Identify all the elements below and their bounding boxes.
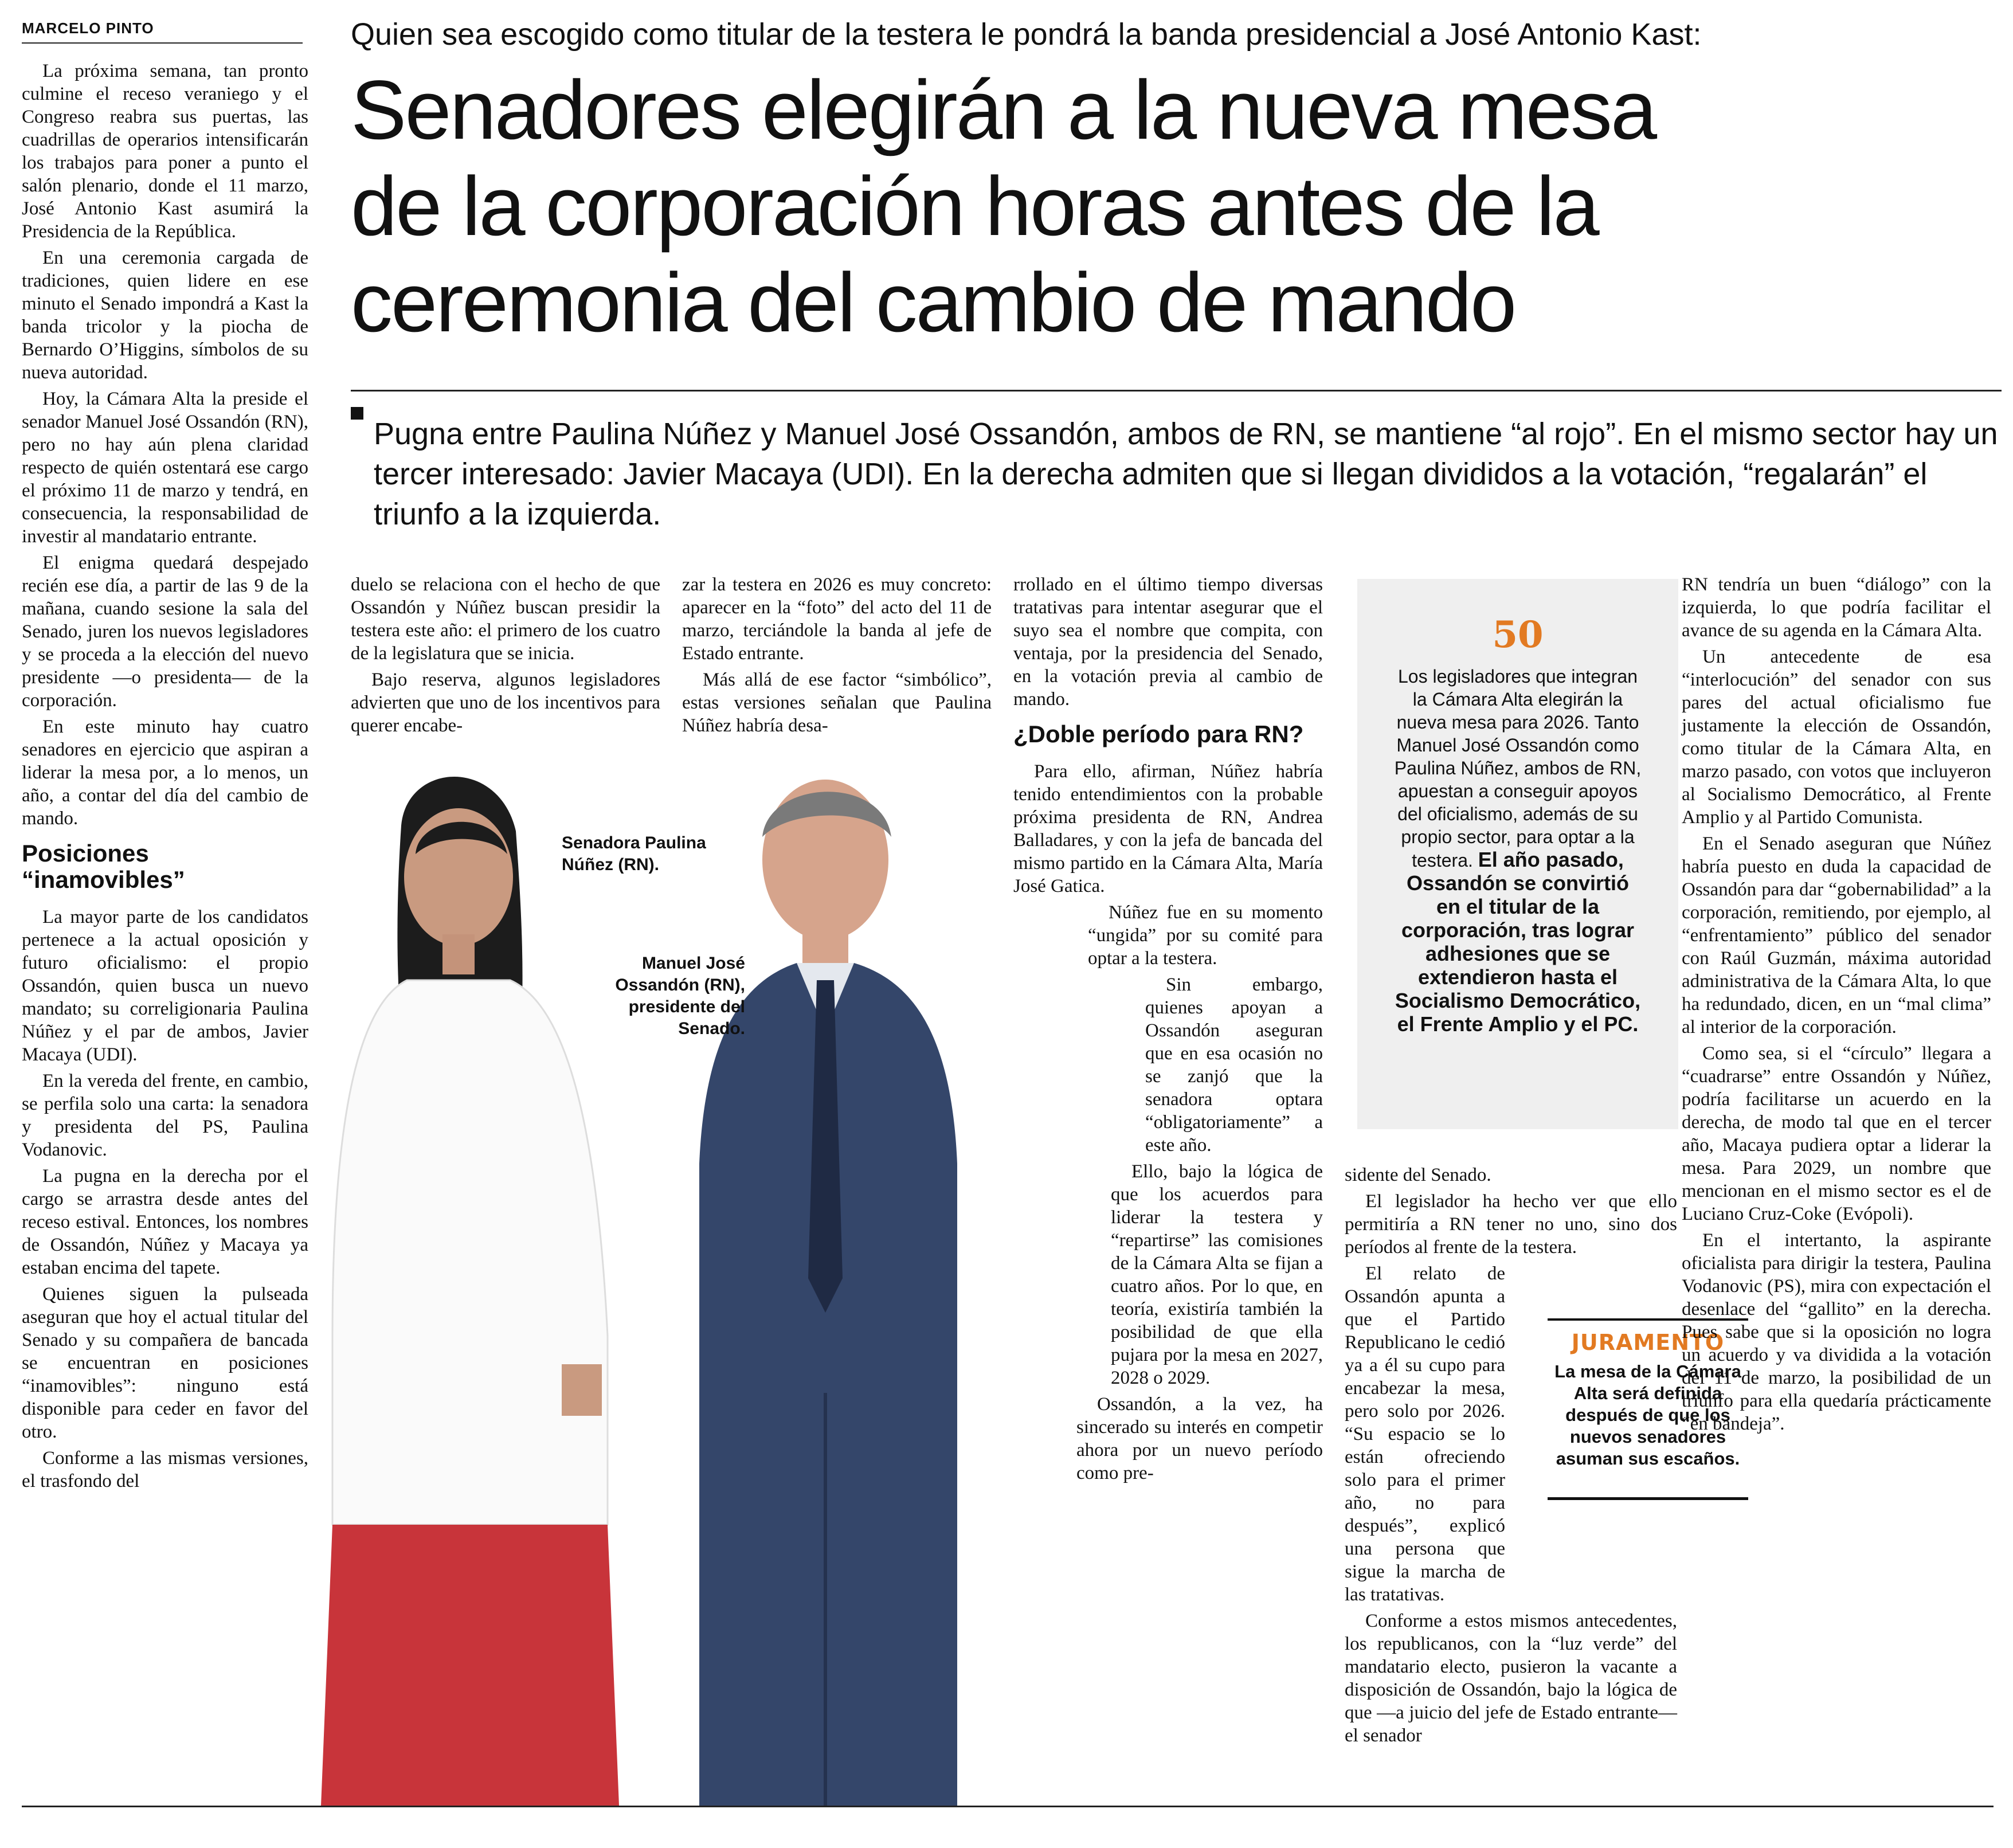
headline-line-2: de la corporación horas antes de la bbox=[351, 159, 1598, 253]
paragraph: Ello, bajo la lógica de que los acuerdos para liderar la testera y “repartirse” las comisiones de la Cámara Alta se fijan a cuatro años. Por lo que, en teoría, existiría también la posibilidad de que ella pujara por la mesa en 2027, 2028 o 2029. bbox=[1111, 1161, 1323, 1388]
byline: MARCELO PINTO bbox=[22, 19, 154, 37]
paragraph: El enigma quedará despejado recién ese día, a partir de las 9 de la mañana, cuando sesione la sala del Senado, juren los nuevos legisladores y se proceda a la elección del nuevo presidente —o presidenta— de la corporación. bbox=[22, 553, 308, 711]
paragraph: duelo se relaciona con el hecho de que Ossandón y Núñez buscan presidir la testera este año: el primero de los cuatro de la legislatura que se inicia. bbox=[351, 574, 660, 664]
paragraph: En una ceremonia cargada de tradiciones, quien lidere en ese minuto el Senado impondrá a Kast la banda tricolor y la piocha de Bernardo O’Higgins, símbolos de su nueva autoridad. bbox=[22, 248, 308, 383]
column-3 bbox=[682, 573, 992, 741]
paragraph: La mayor parte de los candidatos pertenece a la actual oposición y futuro oficialismo: el propio Ossandón, quien busca un nuevo mandato; su correligionaria Paulina Núñez y el par de ambos, Javier Macaya (UDI). bbox=[22, 907, 308, 1065]
kicker: Quien sea escogido como titular de la testera le pondrá la banda presidencial a José Antonio Kast: bbox=[351, 17, 1702, 52]
column-6 bbox=[1682, 573, 1991, 1439]
paragraph: La próxima semana, tan pronto culmine el receso veraniego y el Congreso reabra sus puertas, las cuadrillas de operarios intensificarán los trabajos para poner a punto el salón plenario, donde el 11 marzo, José Antonio Kast asumirá la Presidencia de la República. bbox=[22, 61, 308, 242]
headline bbox=[351, 62, 2002, 351]
column-4 bbox=[1013, 573, 1323, 1488]
byline-rule bbox=[22, 42, 303, 44]
paragraph: Sin embargo, quienes apoyan a Ossandón aseguran que en esa ocasión no se zanjó que la senadora optara “obligatoriamente” a este año. bbox=[1145, 974, 1323, 1156]
woman-figure bbox=[321, 777, 619, 1806]
paragraph: En la vereda del frente, en cambio, se perfila solo una carta: la senadora y presidenta del PS, Paulina Vodanovic. bbox=[22, 1071, 308, 1160]
paragraph: Núñez fue en su momento “ungida” por su comité para optar a la testera. bbox=[1088, 902, 1323, 969]
callout-rule-bottom bbox=[1548, 1497, 1748, 1500]
paragraph: sidente del Senado. bbox=[1345, 1165, 1491, 1185]
paragraph: En el Senado aseguran que Núñez habría puesto en duda la capacidad de Ossandón para dar “gobernabilidad” a la corporación, remitiendo, por ejemplo, al “enfrentamiento” público del senador con Raúl Guzmán, máxima autoridad administrativa de la Cámara Alta, lo que ha redundado, dicen, en un “mal clima” al interior de la corporación. bbox=[1682, 833, 1991, 1037]
paragraph: En este minuto hay cuatro senadores en ejercicio que aspiran a liderar la mesa por, a lo menos, un año, a contar del día del cambio de mando. bbox=[22, 717, 308, 829]
subhead: Pugna entre Paulina Núñez y Manuel José Ossandón, ambos de RN, se mantiene “al rojo”. En el mismo sector hay un tercer interesado: Javier Macaya (UDI). En la derecha admiten que si llegan divididos a la votación, “regalarán” el triunfo a la izquierda. bbox=[374, 417, 1998, 531]
section-heading: Posiciones “inamovibles” bbox=[22, 840, 185, 893]
callout-text: La mesa de la Cámara Alta será definida después de que los nuevos senadores asuman sus escaños. bbox=[1554, 1361, 1741, 1469]
paragraph: rrollado en el último tiempo diversas tratativas para intentar asegurar que el suyo sea el nombre que compita, con ventaja, por la presidencia del Senado, en la votación previa al cambio de mando. bbox=[1013, 574, 1323, 710]
paragraph: Como sea, si el “círculo” llegara a “cuadrarse” entre Ossandón y Núñez, podría facilitarse un acuerdo en la derecha, de modo tal que en el tercer año, Macaya pudiera optar a liderar la mesa. Para 2029, un nombre que mencionan en el mismo sector es el de Luciano Cruz-Coke (Evópoli). bbox=[1682, 1043, 1991, 1224]
section-heading: ¿Doble período para RN? bbox=[1013, 721, 1304, 747]
paragraph: Ossandón, a la vez, ha sincerado su interés en competir ahora por un nuevo período como pre- bbox=[1076, 1394, 1323, 1483]
paragraph: zar la testera en 2026 es muy concreto: aparecer en la “foto” del acto del 11 de marzo, terciándole la banda al jefe de Estado entrante. bbox=[682, 574, 992, 664]
paragraph: El relato de Ossandón apunta a que el Partido Republicano le cedió ya a él su cupo para encabezar la mesa, pero solo por 2026. “Su espacio se lo están ofreciendo solo para el primer año, no para después”, explicó una persona que sigue la marcha de las tratativas. bbox=[1345, 1263, 1505, 1605]
headline-line-3: ceremonia del cambio de mando bbox=[351, 256, 1515, 349]
subhead-bullet bbox=[351, 407, 363, 420]
headline-rule bbox=[351, 390, 2002, 391]
paragraph: RN tendría un buen “diálogo” con la izquierda, lo que podría facilitar el avance de su agenda en la Cámara Alta. bbox=[1682, 574, 1991, 641]
stat-highlight: El año pasado, Ossandón se convirtió en el titular de la corporación, tras lograr adhesiones que se extendieron hasta el Socialismo Democrático, el Frente Amplio y el PC. bbox=[1395, 848, 1641, 1036]
callout-title: JURAMENTO bbox=[1571, 1330, 1725, 1355]
stat-number: 50 bbox=[1492, 613, 1544, 656]
bottom-rule bbox=[22, 1806, 1994, 1807]
paragraph: Un antecedente de esa “interlocución” del senador con sus pares del actual oficialismo fue justamente la elección de Ossandón, como titular de la Cámara Alta, en marzo pasado, con votos que incluyeron al Socialismo Democrático, al Frente Amplio y al Partido Comunista. bbox=[1682, 647, 1991, 828]
stat-box bbox=[1357, 579, 1678, 1129]
paragraph: Conforme a las mismas versiones, el trasfondo del bbox=[22, 1448, 308, 1491]
paragraph: Hoy, la Cámara Alta la preside el senador Manuel José Ossandón (RN), pero no hay aún plena claridad respecto de quién ostentará ese cargo el próximo 11 de marzo y tendrá, en consecuencia, la responsabilidad de investir al mandatario entrante. bbox=[22, 389, 308, 547]
paragraph: El legislador ha hecho ver que ello permitiría a RN tener no uno, sino dos períodos al frente de la testera. bbox=[1345, 1191, 1677, 1258]
caption-ossandon: Manuel José Ossandón (RN), presidente del Senado. bbox=[615, 954, 745, 1038]
headline-line-1: Senadores elegirán a la nueva mesa bbox=[351, 63, 1656, 156]
paragraph: En el intertanto, la aspirante oficialista para dirigir la testera, Paulina Vodanovic (PS), mira con expectación el desenlace del “gallito” en la derecha. Pues sabe que si la oposición no logra un acuerdo y va dividida a la votación del 11 de marzo, la posibilidad de un triunfo para ella quedaría prácticamente “en bandeja”. bbox=[1682, 1230, 1991, 1434]
stat-text bbox=[1392, 665, 1644, 1036]
paragraph: La pugna en la derecha por el cargo se arrastra desde antes del receso estival. Entonces, los nombres de Ossandón, Núñez y Macaya ya estaban encima del tapete. bbox=[22, 1166, 308, 1278]
paragraph: Conforme a estos mismos antecedentes, los republicanos, con la “luz verde” del mandatario electo, pusieron la vacante a disposición de Ossandón, bajo la lógica de que —a juicio del jefe de Estado entrante— el senador bbox=[1345, 1611, 1677, 1746]
paragraph: Bajo reserva, algunos legisladores advierten que uno de los incentivos para querer encabe- bbox=[351, 669, 660, 736]
caption-nunez: Senadora Paulina Núñez (RN). bbox=[562, 833, 706, 874]
column-1 bbox=[22, 60, 308, 1496]
column-2 bbox=[351, 573, 660, 741]
stat-description: Los legisladores que integran la Cámara Alta elegirán la nueva mesa para 2026. Tanto Manuel José Ossandón como Paulina Núñez, ambos de RN, apuestan a conseguir apoyos del oficialismo, además de su propio sector, para optar a la testera. bbox=[1394, 666, 1642, 871]
paragraph: Quienes siguen la pulseada aseguran que hoy el actual titular del Senado y su compañera de bancada se encuentran en posiciones “inamovibles”: ninguno está disponible para ceder en favor del otro. bbox=[22, 1284, 308, 1442]
paragraph: Para ello, afirman, Núñez habría tenido entendimientos con la probable próxima presidenta de RN, Andrea Balladares, y con la jefa de bancada del mismo partido en la Cámara Alta, María José Gatica. bbox=[1013, 761, 1323, 896]
man-figure bbox=[699, 780, 957, 1806]
paragraph: Más allá de ese factor “simbólico”, estas versiones señalan que Paulina Núñez habría desa- bbox=[682, 669, 992, 736]
